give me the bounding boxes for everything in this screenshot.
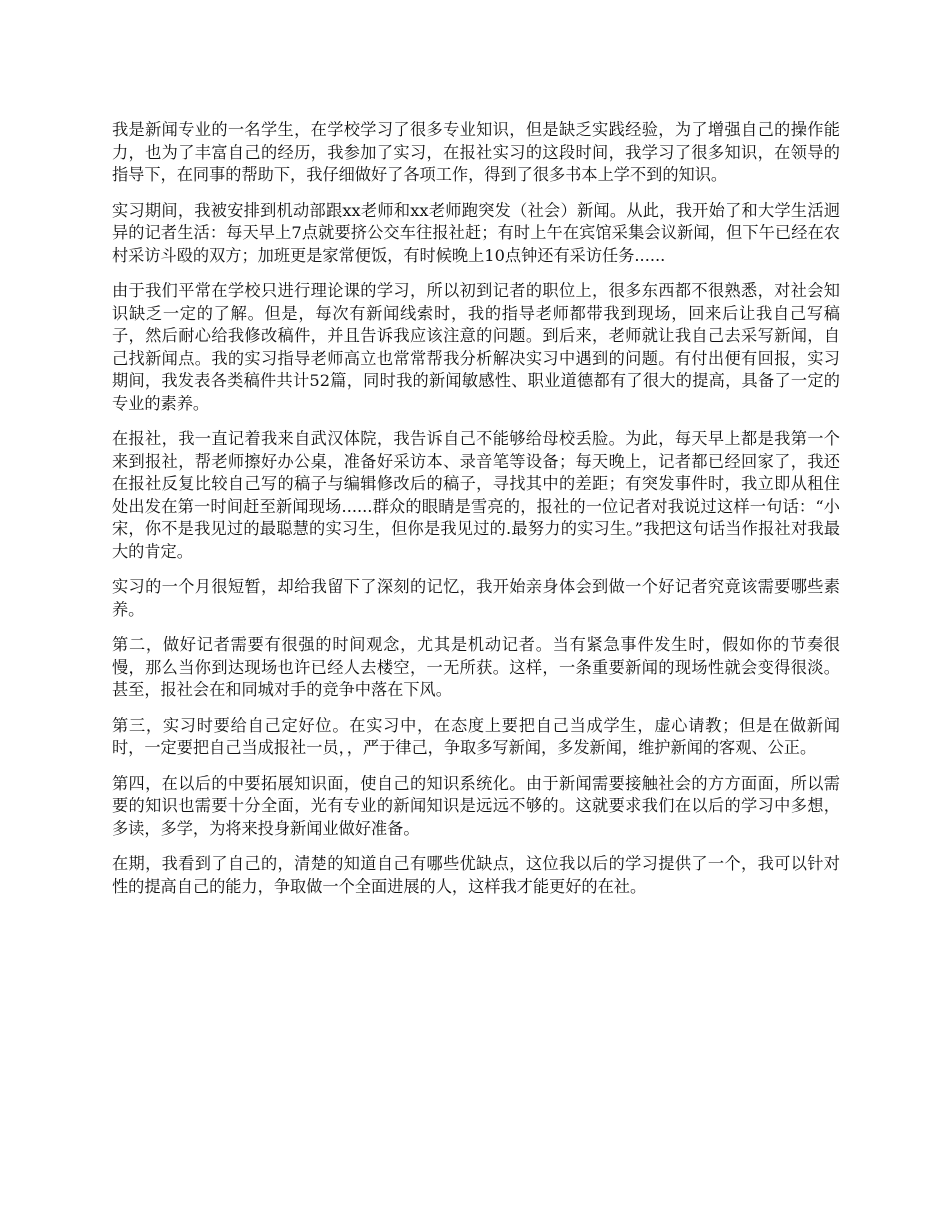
paragraph-point-three: 第三，实习时要给自己定好位。在实习中，在态度上要把自己当成学生，虚心请教；但是在做新闻时，一定要把自己当成报社一员，，严于律己，争取多写新闻，多发新闻，维护新闻的客观、公正。 — [112, 715, 840, 757]
paragraph-internship-period: 实习期间，我被安排到机动部跟xx老师和xx老师跑突发（社会）新闻。从此，我开始了和大学生活迥异的记者生活：每天早上7点就要挤公交车往报社赶；有时上午在宾馆采集会议新闻，但下午已经在农村采访斗殴的双方；加班更是家常便饭，有时候晚上10点钟还有采访任务...... — [112, 200, 840, 265]
paragraph-effort: 在报社，我一直记着我来自武汉体院，我告诉自己不能够给母校丢脸。为此，每天早上都是我第一个来到报社，帮老师擦好办公桌，准备好采访本、录音笔等设备；每天晚上，记者都已经回家了，我还在报社反复比较自己写的稿子与编辑修改后的稿子，寻找其中的差距；有突发事件时，我立即从租住处出发在第一时间赶至新闻现场......群众的眼睛是雪亮的，报社的一位记者对我说过这样一句话：“小宋，你不是我见过的最聪慧的实习生，但你是我见过的.最努力的实习生。”我把这句话当作报社对我最大的肯定。 — [112, 429, 840, 561]
paragraph-conclusion: 在期，我看到了自己的，清楚的知道自己有哪些优缺点，这位我以后的学习提供了一个，我可以针对性的提高自己的能力，争取做一个全面进展的人，这样我才能更好的在社。 — [112, 854, 840, 896]
paragraph-point-two: 第二，做好记者需要有很强的时间观念，尤其是机动记者。当有紧急事件发生时，假如你的节奏很慢，那么当你到达现场也许已经人去楼空，一无所获。这样，一条重要新闻的现场性就会变得很淡。甚至，报社会在和同城对手的竞争中落在下风。 — [112, 635, 840, 699]
paragraph-learning: 由于我们平常在学校只进行理论课的学习，所以初到记者的职位上，很多东西都不很熟悉，对社会知识缺乏一定的了解。但是，每次有新闻线索时，我的指导老师都带我到现场，回来后让我自己写稿子，然后耐心给我修改稿件，并且告诉我应该注意的问题。到后来，老师就让我自己去采写新闻，自己找新闻点。我的实习指导老师高立也常常帮我分析解决实习中遇到的问题。有付出便有回报，实习期间，我发表各类稿件共计52篇，同时我的新闻敏感性、职业道德都有了很大的提高，具备了一定的专业的素养。 — [112, 281, 840, 413]
paragraph-point-four: 第四，在以后的中要拓展知识面，使自己的知识系统化。由于新闻需要接触社会的方方面面，所以需要的知识也需要十分全面，光有专业的新闻知识是远远不够的。这就要求我们在以后的学习中多想，多读，多学，为将来投身新闻业做好准备。 — [112, 773, 840, 838]
paragraph-intro: 我是新闻专业的一名学生，在学校学习了很多专业知识，但是缺乏实践经验，为了增强自己的操作能力，也为了丰富自己的经历，我参加了实习，在报社实习的这段时间，我学习了很多知识，在领导的指导下，在同事的帮助下，我仔细做好了各项工作，得到了很多书本上学不到的知识。 — [112, 120, 840, 184]
document-body — [112, 119, 840, 911]
paragraph-reflection: 实习的一个月很短暂，却给我留下了深刻的记忆，我开始亲身体会到做一个好记者究竟该需要哪些素养。 — [112, 577, 840, 619]
